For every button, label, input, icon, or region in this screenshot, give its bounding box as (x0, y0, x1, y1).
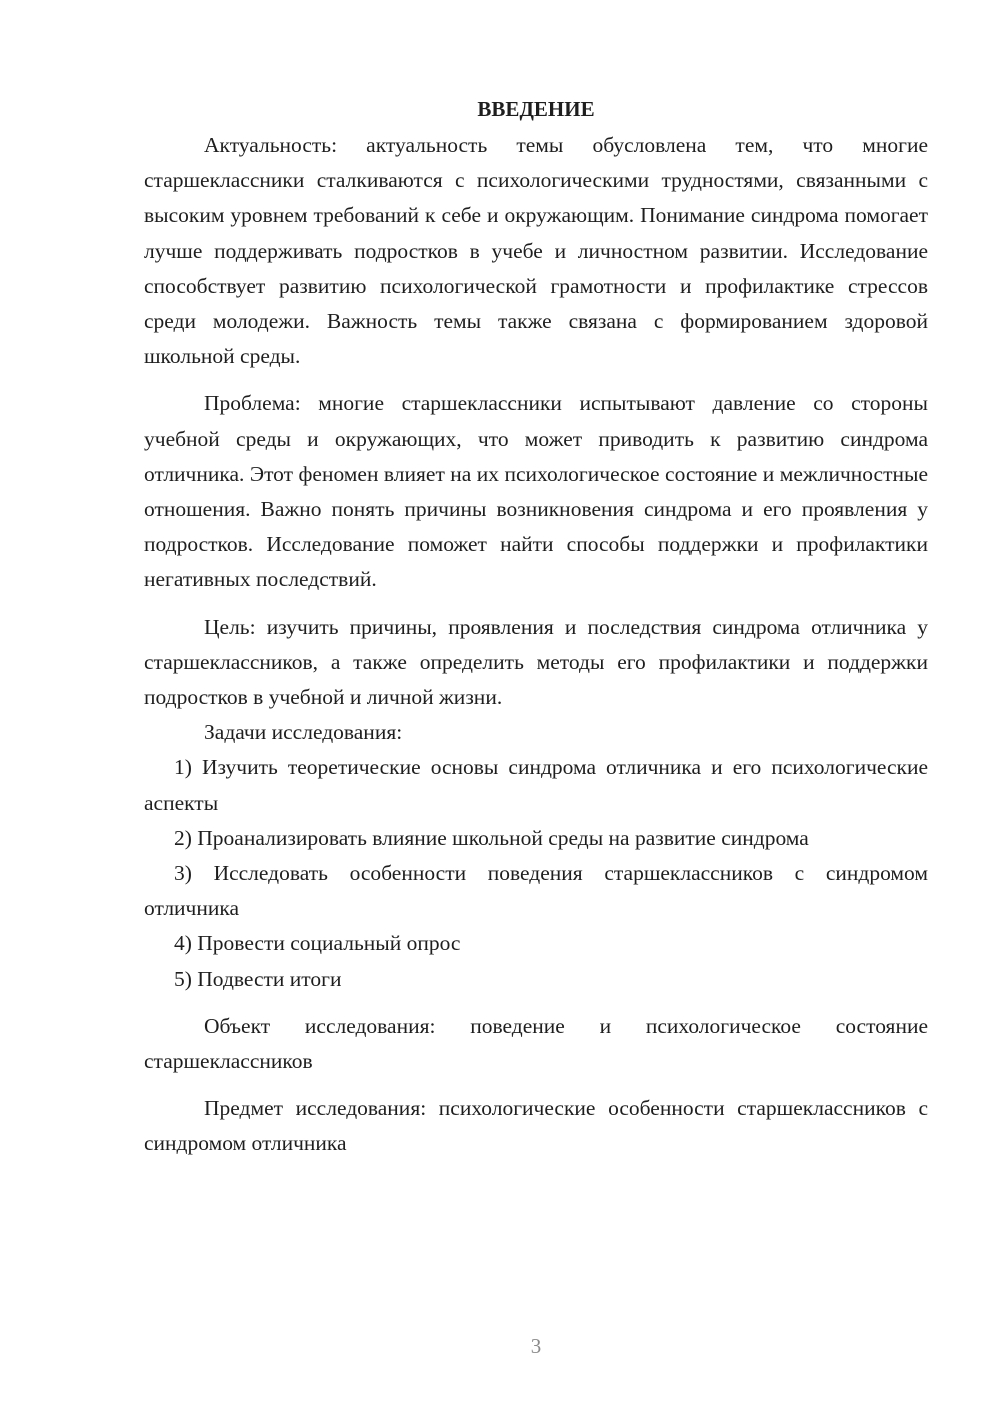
task-item-5: 5) Подвести итоги (174, 966, 342, 991)
task-item-3: 3) Исследовать особенности поведения старшеклассников с синдромом отличника (144, 861, 928, 921)
task-item-1: 1) Изучить теоретические основы синдрома отличника и его психологические аспекты (144, 755, 928, 815)
section-heading: ВВЕДЕНИЕ (477, 97, 595, 121)
page-number: 3 (530, 1334, 542, 1358)
task-item-2: 2) Проанализировать влияние школьной среды на развитие синдрома (174, 825, 809, 850)
page-content (144, 92, 928, 1162)
goal-paragraph: Цель: изучить причины, проявления и последствия синдрома отличника у старшеклассников, а также определить методы его профилактики и поддержки подростков в учебной и личной жизни. (144, 614, 928, 710)
subject-paragraph: Предмет исследования: психологические особенности старшеклассников с синдромом отличника (144, 1096, 928, 1156)
object-paragraph: Объект исследования: поведение и психологическое состояние старшеклассников (144, 1013, 928, 1074)
relevance-paragraph: Актуальность: актуальность темы обусловлена тем, что многие старшеклассники сталкиваются с психологическими трудностями, связанными с высоким уровнем требований к себе и окружающим. Понимание синдрома помогает лучше поддерживать подростков в учебе и личностном развитии. Исследование способствует развитию психологической грамотности и профилактике стрессов среди молодежи. Важность темы также связана с формированием здоровой школьной среды. (144, 133, 928, 369)
problem-paragraph: Проблема: многие старшеклассники испытывают давление со стороны учебной среды и окружающих, что может приводить к развитию синдрома отличника. Этот феномен влияет на их психологическое состояние и межличностные отношения. Важно понять причины возникновения синдрома и его проявления у подростков. Исследование поможет найти способы поддержки и профилактики негативных последствий. (144, 391, 928, 592)
tasks-title: Задачи исследования: (204, 720, 403, 745)
task-item-4: 4) Провести социальный опрос (174, 931, 461, 956)
